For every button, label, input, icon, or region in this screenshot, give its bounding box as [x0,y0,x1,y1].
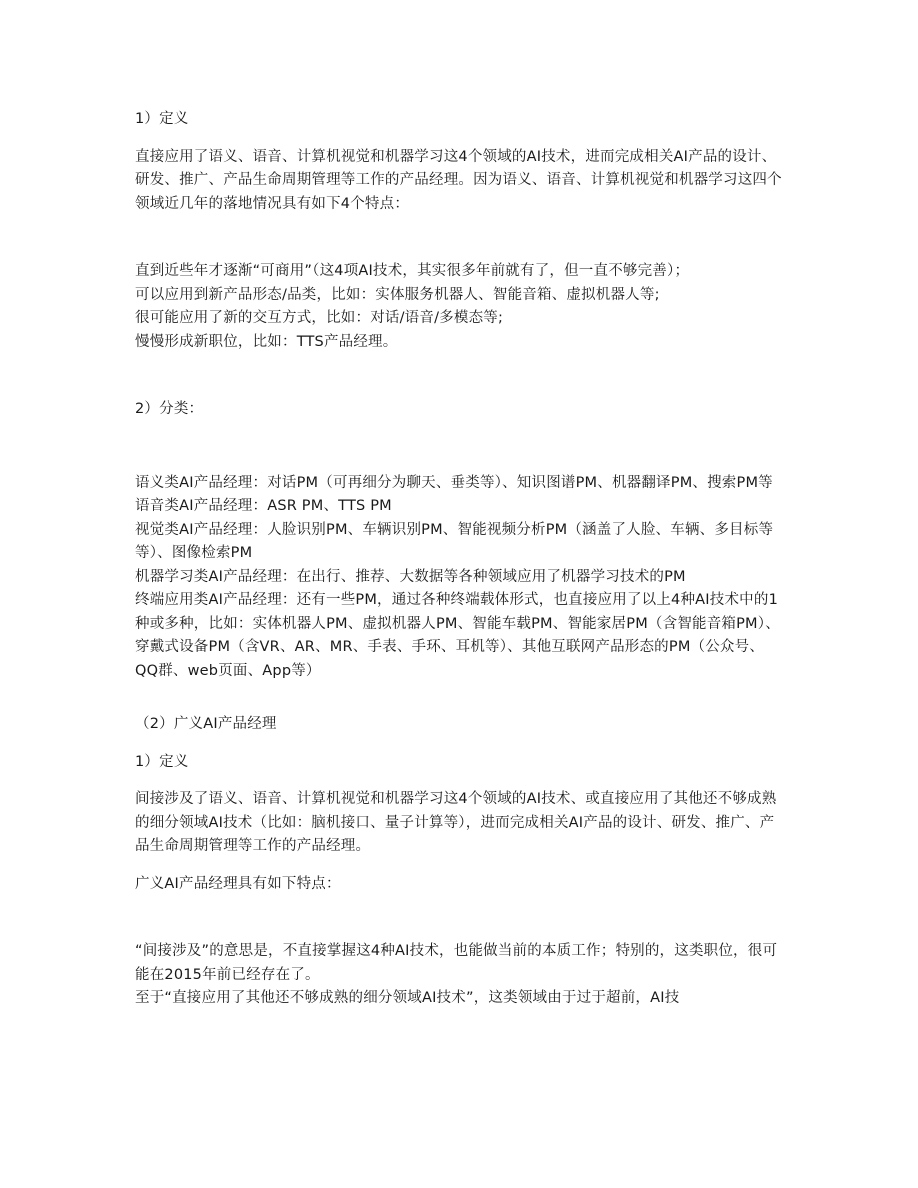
feature-item-3: 很可能应用了新的交互方式，比如：对话/语音/多模态等; [135,310,504,326]
spacer [135,683,785,713]
section-2-heading: （2）广义AI产品经理 [135,716,277,732]
section-2-definition-heading: 1）定义 [135,753,189,770]
section-2-features-intro: 广义AI产品经理具有如下特点： [135,875,341,892]
feature-item-1: 直到近些年才逐渐“可商用”（这4项AI技术，其实很多年前就有了，但一直不够完善）； [135,263,690,279]
class-item-terminal: 终端应用类AI产品经理：还有一些PM，通过各种终端载体形式，也直接应用了以上4种AI技术中的1种或多种，比如：实体机器人PM、虚拟机器人PM、智能车载PM、智能家居PM（含智能音箱PM）、穿戴式设备PM（含VR、AR、MR、手表、手环、耳机等）、其他互联网产品形态的PM（公众号、QQ群、web页面、App等） [135,592,780,679]
spacer [135,216,785,260]
spacer [135,132,785,146]
section-2-definition-paragraph: 间接涉及了语义、语音、计算机视觉和机器学习这4个领域的AI技术、或直接应用了其他还不够成熟的细分领域AI技术（比如：脑机接口、量子计算等），进而完成相关AI产品的设计、研发、推广、产品生命周期管理等工作的产品经理。 [135,791,777,854]
section-1-definition-heading: 1）定义 [135,111,189,127]
class-item-ml: 机器学习类AI产品经理：在出行、推荐、大数据等各种领域应用了机器学习技术的PM [135,568,686,585]
section-1-definition-paragraph: 直接应用了语义、语音、计算机视觉和机器学习这4个领域的AI技术，进而完成相关AI产品的设计、研发、推广、产品生命周期管理等工作的产品经理。因为语义、语音、计算机视觉和机器学习这四个领域近几年的落地情况具有如下4个特点： [135,148,782,212]
class-item-semantic: 语义类AI产品经理：对话PM（可再细分为聊天、垂类等）、知识图谱PM、机器翻译PM、搜索PM等 [135,474,773,491]
class-item-speech: 语音类AI产品经理：ASR PM、TTS PM [135,498,392,514]
spacer [135,422,785,472]
section-2-feature-item-1: “间接涉及”的意思是，不直接掌握这4种AI技术，也能做当前的本质工作；特别的，这类职位，很可能在2015年前已经存在了。 [135,943,778,983]
section-1-classification-heading: 2）分类： [135,401,204,417]
feature-item-4: 慢慢形成新职位，比如：TTS产品经理。 [135,333,398,350]
spacer [135,896,785,940]
spacer [135,354,785,398]
class-item-vision: 视觉类AI产品经理：人脸识别PM、车辆识别PM、智能视频分析PM（涵盖了人脸、车辆、多目标等等）、图像检索PM [135,521,774,561]
document-body [135,108,785,1011]
spacer [135,859,785,873]
feature-item-2: 可以应用到新产品形态/品类，比如：实体服务机器人、智能音箱、虚拟机器人等; [135,286,660,303]
spacer [135,737,785,751]
section-2-feature-item-2: 至于“直接应用了其他还不够成熟的细分领域AI技术”，这类领域由于过于超前，AI技 [135,990,680,1006]
spacer [135,774,785,788]
